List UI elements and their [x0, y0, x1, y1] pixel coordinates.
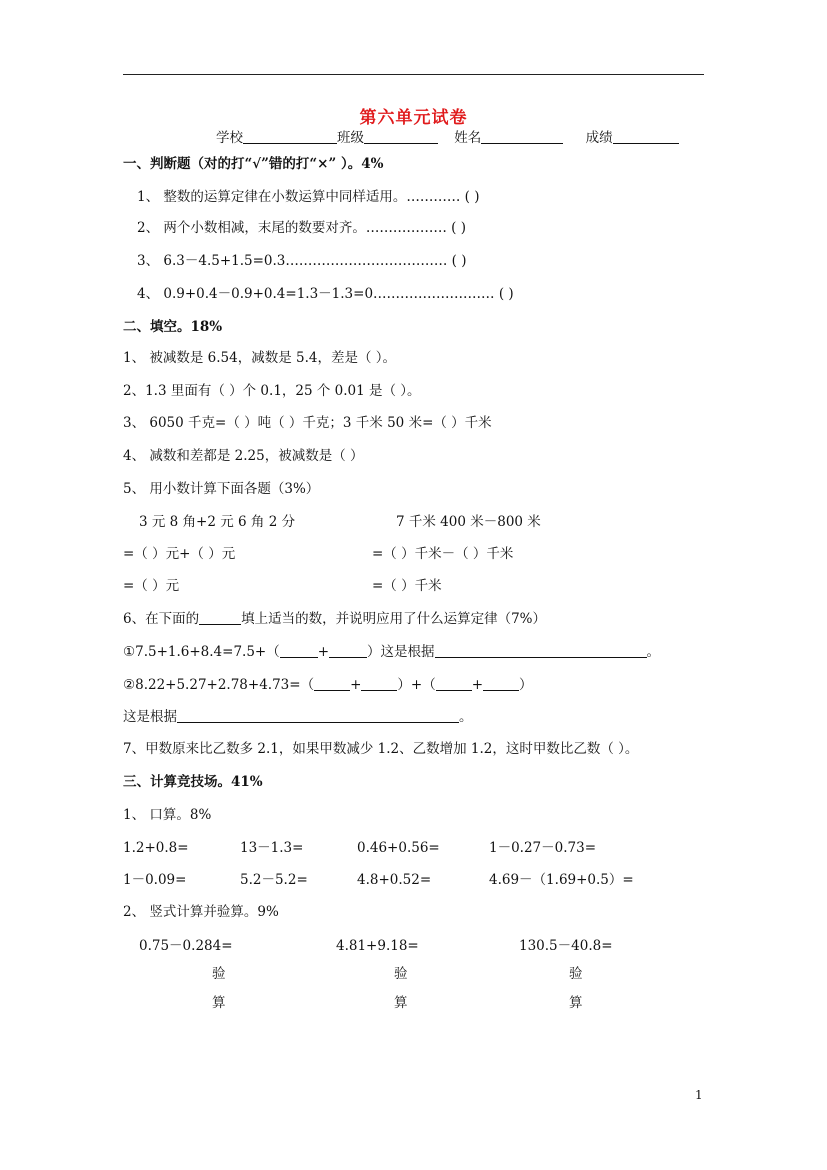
fill-q7: 7、甲数原来比乙数多 2.1，如果甲数减少 1.2、乙数增加 1.2，这时甲数比乙数（ ）。	[123, 741, 639, 757]
judge-item-2: 2、 两个小数相减，末尾的数要对齐。……………… ( )	[137, 220, 466, 236]
q6-item-1	[123, 643, 660, 661]
q6-1-reason-label: ）这是根据	[367, 644, 435, 660]
oral-calc-heading: 1、 口算。8%	[123, 807, 212, 823]
fill-q1: 1、 被减数是 6.54，减数是 5.4，差是（ ）。	[123, 350, 397, 366]
fill-q6	[123, 610, 546, 628]
oral-r1-c3: 0.46+0.56=	[357, 840, 440, 856]
oral-r2-c4: 4.69－（1.69+0.5）=	[489, 872, 634, 888]
fill-q3: 3、 6050 千克=（ ）吨（ ）千克；3 千米 50 米=（ ）千米	[123, 415, 492, 431]
fill-q5: 5、 用小数计算下面各题（3%）	[123, 481, 320, 497]
page-number: 1	[695, 1088, 703, 1102]
plus-sign: +	[471, 677, 484, 693]
student-info-row	[216, 129, 679, 147]
q5-right-line-2: =（ ）千米－（ ）千米	[372, 546, 514, 562]
q6-text-a: 6、在下面的	[123, 611, 200, 627]
q6-text-b: 填上适当的数，并说明应用了什么运算定律（7%）	[241, 611, 547, 627]
check-label-1b: 算	[212, 995, 226, 1011]
check-label-3b: 算	[569, 995, 583, 1011]
check-label-3a: 验	[569, 966, 583, 982]
fill-q4: 4、 减数和差都是 2.25，被减数是（ ）	[123, 448, 364, 464]
q5-left-line-1: 3 元 8 角+2 元 6 角 2 分	[139, 514, 296, 530]
score-label: 成绩	[585, 130, 613, 146]
check-label-2b: 算	[394, 995, 408, 1011]
school-label: 学校	[216, 130, 243, 146]
q6-1-reason-blank[interactable]	[435, 643, 647, 658]
oral-r2-c1: 1－0.09=	[123, 872, 187, 888]
oral-r2-c2: 5.2－5.2=	[240, 872, 308, 888]
oral-r1-c1: 1.2+0.8=	[123, 840, 189, 856]
period: 。	[459, 709, 473, 725]
q6-2-blank-a[interactable]	[314, 676, 350, 691]
oral-r2-c3: 4.8+0.52=	[357, 872, 432, 888]
q5-right-line-3: =（ ）千米	[372, 578, 442, 594]
vertical-q2: 4.81+9.18=	[336, 938, 419, 954]
q5-left-line-3: =（ ）元	[123, 578, 180, 594]
school-blank[interactable]	[243, 129, 337, 144]
oral-r1-c2: 13－1.3=	[240, 840, 304, 856]
q6-2-end: ）	[519, 677, 533, 693]
section2-heading: 二、填空。18%	[123, 319, 223, 335]
q5-right-line-1: 7 千米 400 米－800 米	[396, 514, 541, 530]
q6-1-blank-a[interactable]	[280, 643, 318, 658]
vertical-q3: 130.5－40.8=	[519, 938, 613, 954]
vertical-calc-heading: 2、 竖式计算并验算。9%	[123, 904, 279, 920]
section1-heading: 一、判断题（对的打“√”错的打“×” ）。4%	[123, 156, 384, 172]
check-label-1a: 验	[212, 966, 226, 982]
judge-item-1: 1、 整数的运算定律在小数运算中同样适用。………… ( )	[137, 189, 480, 205]
oral-r1-c4: 1－0.27－0.73=	[489, 840, 597, 856]
score-blank[interactable]	[613, 129, 679, 144]
exam-title: 第六单元试卷	[359, 108, 468, 128]
q6-2-blank-b[interactable]	[361, 676, 397, 691]
q6-item-2	[123, 676, 533, 694]
q6-2-expr: ②8.22+5.27+2.78+4.73=（	[123, 677, 315, 693]
q5-left-line-2: =（ ）元+（ ）元	[123, 546, 236, 562]
section3-heading: 三、计算竞技场。41%	[123, 774, 263, 790]
vertical-q1: 0.75－0.284=	[139, 938, 233, 954]
q6-item-3	[123, 708, 473, 726]
q6-blank-sample	[199, 610, 241, 625]
q6-2-blank-d[interactable]	[483, 676, 519, 691]
q6-3-reason-blank[interactable]	[177, 708, 459, 723]
fill-q2: 2、1.3 里面有（ ）个 0.1，25 个 0.01 是（ ）。	[123, 383, 421, 399]
name-blank[interactable]	[481, 129, 563, 144]
class-label: 班级	[337, 130, 364, 146]
q6-3-reason-label: 这是根据	[123, 709, 177, 725]
q6-2-mid: ）+（	[397, 677, 436, 693]
plus-sign: +	[350, 677, 362, 693]
judge-item-3: 3、 6.3－4.5+1.5=0.3……………………………… ( )	[137, 253, 467, 269]
header-rule	[123, 74, 704, 75]
judge-item-4: 4、 0.9+0.4－0.9+0.4=1.3－1.3=0……………………… ( )	[137, 286, 514, 302]
q6-1-blank-b[interactable]	[329, 643, 367, 658]
check-label-2a: 验	[394, 966, 408, 982]
plus-sign: +	[317, 644, 330, 660]
q6-2-blank-c[interactable]	[436, 676, 472, 691]
period: 。	[646, 644, 661, 660]
q6-1-expr: ①7.5+1.6+8.4=7.5+（	[123, 644, 280, 660]
name-label: 姓名	[454, 130, 482, 146]
class-blank[interactable]	[364, 129, 438, 144]
